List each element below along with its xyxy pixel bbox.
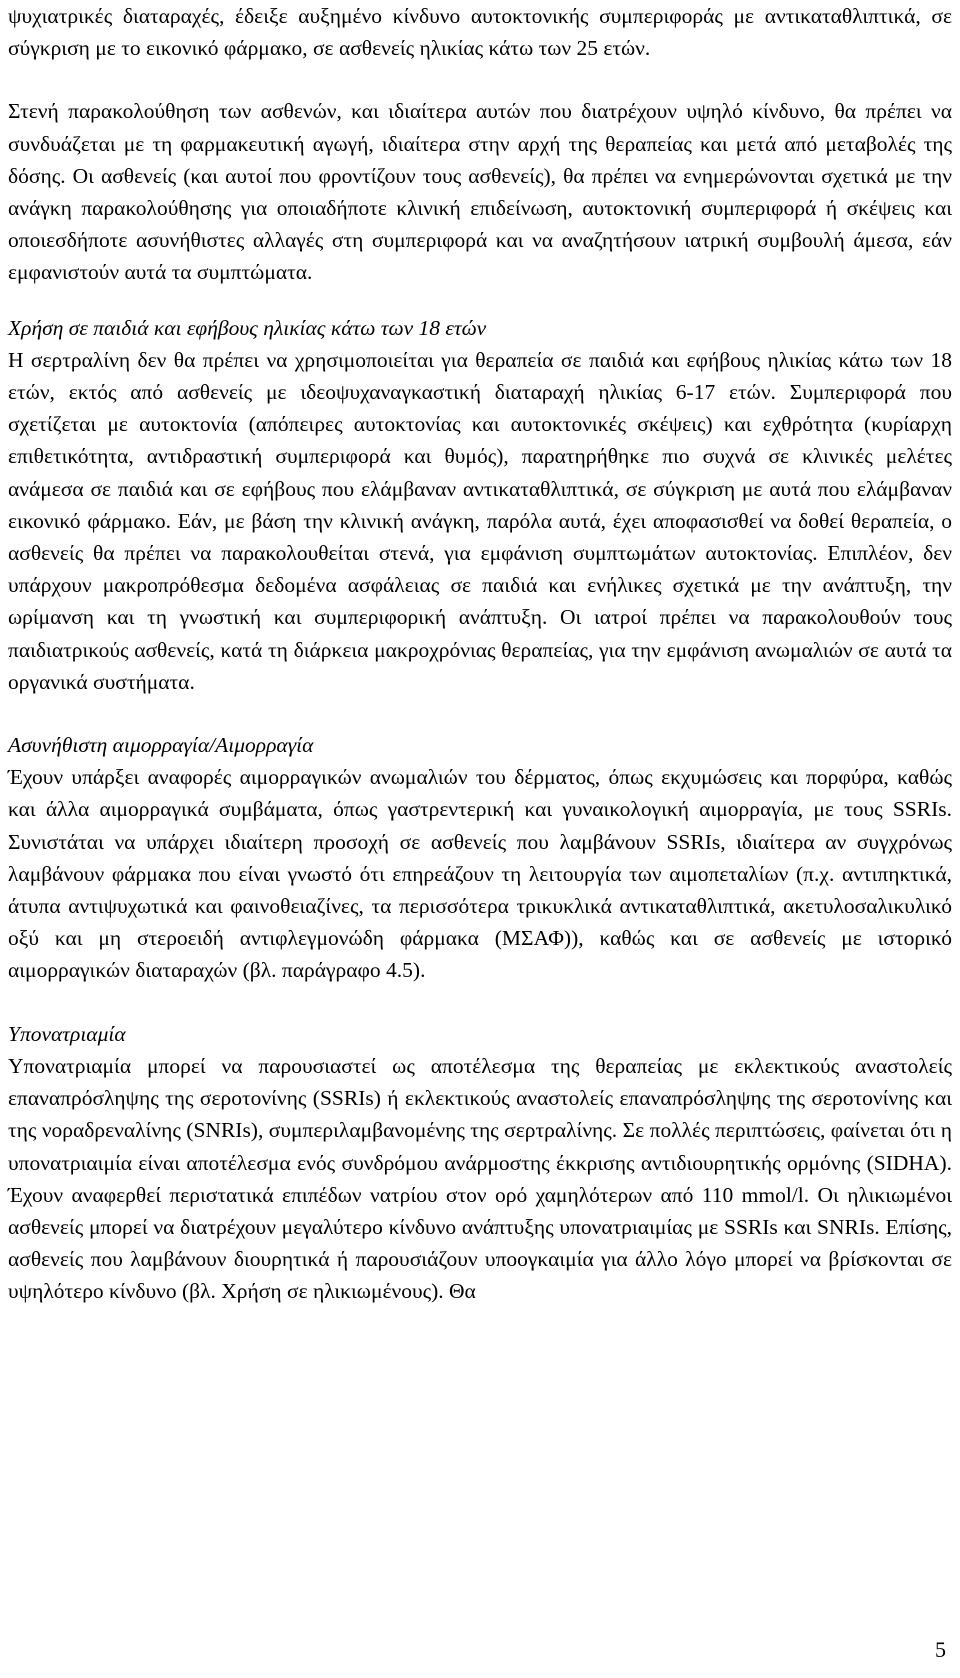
paragraph-bleeding: Έχουν υπάρξει αναφορές αιμορραγικών ανωμαλιών του δέρματος, όπως εκχυμώσεις και πορφύρα, καθώς και άλλα αιμορραγικά συμβάματα, όπως γαστρεντερική και γυναικολογική αιμορραγία, με τους SSRIs. Συνιστάται να υπάρχει ιδιαίτερη προσοχή σε ασθενείς που λαμβάνουν SSRIs, ιδιαίτερα αν συγχρόνως λαμβάνουν φάρμακα που είναι γνωστό ότι επηρεάζουν τη λειτουργία των αιμοπεταλίων (π.χ. αντιπηκτικά, άτυπα αντιψυχωτικά και φαινοθειαζίνες, τα περισσότερα τρικυκλικά αντικαταθλιπτικά, ακετυλοσαλικυλικό οξύ και μη στεροειδή αντιφλεγμονώδη φάρμακα (ΜΣΑΦ)), καθώς και σε ασθενείς με ιστορικό αιμορραγικών διαταραχών (βλ. παράγραφο 4.5). — [8, 765, 952, 983]
spacer — [8, 987, 952, 1018]
spacer — [8, 289, 952, 312]
spacer — [8, 698, 952, 729]
section-heading-bleeding: Ασυνήθιστη αιμορραγία/Αιμορραγία — [8, 733, 314, 758]
spacer — [8, 64, 952, 95]
paragraph-patient-monitoring: Στενή παρακολούθηση των ασθενών, και ιδιαίτερα αυτών που διατρέχουν υψηλό κίνδυνο, θα πρέπει να συνδυάζεται με τη φαρμακευτική αγωγή, ιδιαίτερα στην αρχή της θεραπείας και μετά από μεταβολές της δόσης. Οι ασθενείς (και αυτοί που φροντίζουν τους ασθενείς), θα πρέπει να ενημερώνονται σχετικά με την ανάγκη παρακολούθησης για οποιαδήποτε κλινική επιδείνωση, αυτοκτονική συμπεριφορά ή σκέψεις και οποιεσδήποτε ασυνήθιστες αλλαγές στη συμπεριφορά και να αναζητήσουν ιατρική συμβουλή άμεσα, εάν εμφανιστούν αυτά τα συμπτώματα. — [8, 99, 952, 285]
paragraph-children-use: Η σερτραλίνη δεν θα πρέπει να χρησιμοποιείται για θεραπεία σε παιδιά και εφήβους ηλικίας κάτω των 18 ετών, εκτός από ασθενείς με ιδεοψυχαναγκαστική διαταραχή ηλικίας 6-17 ετών. Συμπεριφορά που σχετίζεται με αυτοκτονία (απόπειρες αυτοκτονίας και αυτοκτονικές σκέψεις) και εχθρότητα (κυρίαρχη επιθετικότητα, αντιδραστική συμπεριφορά και θυμός), παρατηρήθηκε πιο συχνά σε κλινικές μελέτες ανάμεσα σε παιδιά και σε εφήβους που ελάμβαναν αντικαταθλιπτικά, σε σύγκριση με αυτά που ελάμβαναν εικονικό φάρμακο. Εάν, με βάση την κλινική ανάγκη, παρόλα αυτά, έχει αποφασισθεί να δοθεί θεραπεία, ο ασθενείς θα πρέπει να παρακολουθείται στενά, για εμφάνιση συμπτωμάτων αυτοκτονίας. Επιπλέον, δεν υπάρχουν μακροπρόθεσμα δεδομένα ασφάλειας σε παιδιά και ενήλικες σχετικά με την ανάπτυξη, την ωρίμανση και τη γνωστική και συμπεριφορική ανάπτυξη. Οι ιατροί πρέπει να παρακολουθούν τους παιδιατρικούς ασθενείς, κατά τη διάρκεια μακροχρόνιας θεραπείας, για την εμφάνιση ανωμαλιών σε αυτά τα οργανικά συστήματα. — [8, 347, 952, 694]
document-page — [8, 0, 952, 1308]
section-heading-hyponatremia: Υπονατριαμία — [8, 1021, 126, 1046]
paragraph-hyponatremia: Υπονατριαμία μπορεί να παρουσιαστεί ως αποτέλεσμα της θεραπείας με εκλεκτικούς αναστολείς επαναπρόσληψης της σεροτονίνης (SSRIs) ή εκλεκτικούς αναστολείς επαναπρόσληψης της σεροτονίνης και της νοραδρεναλίνης (SNRIs), συμπεριλαμβανομένης της σερτραλίνης. Σε πολλές περιπτώσεις, φαίνεται ότι η υπονατριαιμία είναι αποτέλεσμα ενός συνδρόμου ανάρμοστης έκκρισης αντιδιουρητικής ορμόνης (SIDHA). Έχουν αναφερθεί περιστατικά επιπέδων νατρίου στον ορό χαμηλότερων από 110 mmol/l. Οι ηλικιωμένοι ασθενείς μπορεί να διατρέχουν μεγαλύτερο κίνδυνο ανάπτυξης υπονατριαιμίας με SSRIs και SNRIs. Επίσης, ασθενείς που λαμβάνουν διουρητικά ή παρουσιάζουν υποογκαιμία για άλλο λόγο μπορεί να βρίσκονται σε υψηλότερο κίνδυνο (βλ. Χρήση σε ηλικιωμένους). Θα — [8, 1053, 952, 1304]
paragraph-antidepressant-risk: ψυχιατρικές διαταραχές, έδειξε αυξημένο κίνδυνο αυτοκτονικής συμπεριφοράς με αντικαταθλιπτικά, σε σύγκριση με το εικονικό φάρμακο, σε ασθενείς ηλικίας κάτω των 25 ετών. — [8, 4, 952, 61]
section-heading-children: Χρήση σε παιδιά και εφήβους ηλικίας κάτω των 18 ετών — [8, 315, 487, 340]
page-number: 5 — [935, 1637, 946, 1662]
